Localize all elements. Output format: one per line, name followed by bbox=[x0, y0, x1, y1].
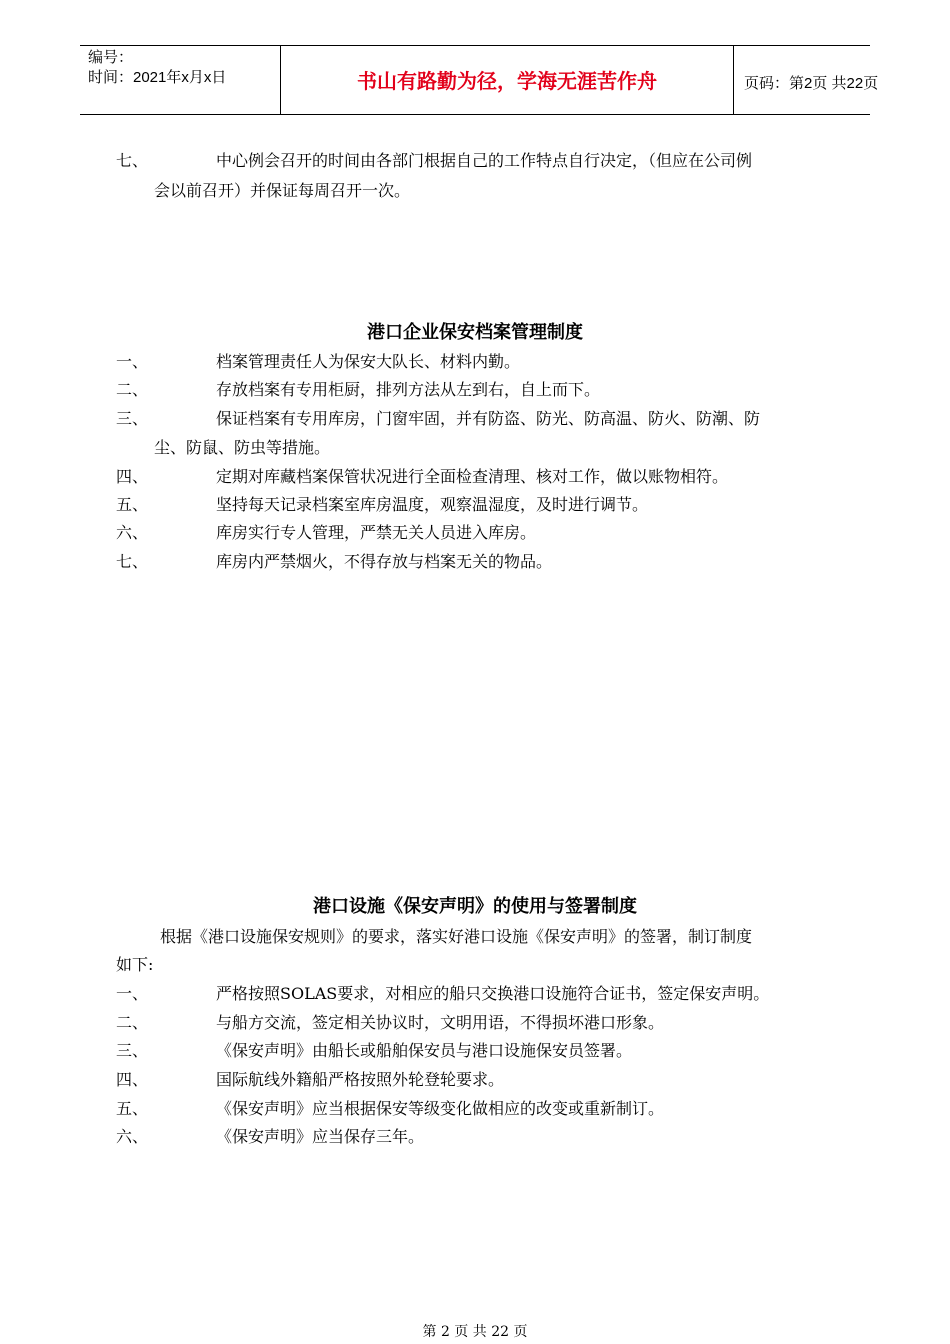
list-item bbox=[116, 521, 536, 545]
section-title: 港口设施《保安声明》的使用与签署制度 bbox=[313, 896, 637, 917]
list-item bbox=[116, 1068, 504, 1092]
serial-number-label: 编号： bbox=[88, 49, 134, 66]
list-item bbox=[116, 982, 769, 1006]
list-item bbox=[116, 350, 520, 374]
time-label: 时间：2021年x月x日 bbox=[88, 69, 227, 86]
section-title: 港口企业保安档案管理制度 bbox=[367, 322, 583, 343]
item-text: 国际航线外籍船严格按照外轮登轮要求。 bbox=[216, 1070, 505, 1089]
item-number: 六、 bbox=[116, 1127, 149, 1146]
list-item bbox=[116, 378, 600, 402]
list-item bbox=[116, 1011, 664, 1035]
header-motto-cell bbox=[280, 46, 734, 114]
page-footer: 第 2 页 共 22 页 bbox=[422, 1324, 528, 1340]
item-text: 与船方交流，签定相关协议时，文明用语，不得损坏港口形象。 bbox=[216, 1013, 665, 1032]
item-number: 二、 bbox=[116, 380, 149, 399]
item-number: 三、 bbox=[116, 409, 149, 428]
item-text: 《保安声明》应当保存三年。 bbox=[216, 1127, 425, 1146]
item-number: 四、 bbox=[116, 467, 149, 486]
list-item bbox=[116, 550, 552, 574]
item-number: 七、 bbox=[116, 151, 149, 170]
item-text: 《保安声明》由船长或船舶保安员与港口设施保安员签署。 bbox=[216, 1041, 633, 1060]
list-item-continuation: 尘、防鼠、防虫等措施。 bbox=[154, 438, 331, 457]
motto-text: 书山有路勤为径，学海无涯苦作舟 bbox=[357, 69, 657, 93]
item-number: 五、 bbox=[116, 1099, 149, 1118]
item-text: 《保安声明》应当根据保安等级变化做相应的改变或重新制订。 bbox=[216, 1099, 665, 1118]
item-number: 四、 bbox=[116, 1070, 149, 1089]
item-text: 定期对库藏档案保管状况进行全面检查清理、核对工作，做以账物相符。 bbox=[216, 467, 729, 486]
page-number-info: 页码：第2页 共22页 bbox=[744, 75, 879, 92]
item-text: 库房内严禁烟火，不得存放与档案无关的物品。 bbox=[216, 552, 553, 571]
list-item bbox=[116, 1097, 664, 1121]
list-item bbox=[116, 1039, 632, 1063]
list-item bbox=[116, 465, 728, 489]
item-text: 库房实行专人管理，严禁无关人员进入库房。 bbox=[216, 523, 537, 542]
intro-item-continuation: 会以前召开）并保证每周召开一次。 bbox=[154, 181, 411, 200]
item-text: 保证档案有专用库房，门窗牢固，并有防盗、防光、防高温、防火、防潮、防 bbox=[216, 409, 761, 428]
item-text: 档案管理责任人为保安大队长、材料内勤。 bbox=[216, 352, 521, 371]
header-meta bbox=[80, 46, 280, 116]
item-number: 七、 bbox=[116, 552, 149, 571]
intro-item bbox=[116, 149, 752, 173]
item-number: 六、 bbox=[116, 523, 149, 542]
list-item bbox=[116, 493, 648, 517]
item-number: 五、 bbox=[116, 495, 149, 514]
header-page-cell bbox=[734, 46, 879, 114]
item-text: 坚持每天记录档案室库房温度，观察温湿度，及时进行调节。 bbox=[216, 495, 649, 514]
item-number: 一、 bbox=[116, 984, 149, 1003]
list-item bbox=[116, 1125, 424, 1149]
item-number: 三、 bbox=[116, 1041, 149, 1060]
page-header bbox=[80, 45, 879, 115]
item-number: 二、 bbox=[116, 1013, 149, 1032]
item-text: 严格按照SOLAS要求，对相应的船只交换港口设施符合证书，签定保安声明。 bbox=[216, 984, 770, 1003]
item-text: 存放档案有专用柜厨，排列方法从左到右，自上而下。 bbox=[216, 380, 601, 399]
list-item bbox=[116, 407, 760, 431]
item-text: 中心例会召开的时间由各部门根据自己的工作特点自行决定，（但应在公司例 bbox=[216, 151, 753, 170]
intro-paragraph: 根据《港口设施保安规则》的要求，落实好港口设施《保安声明》的签署，制订制度 bbox=[160, 927, 753, 946]
intro-paragraph-continuation: 如下: bbox=[116, 955, 154, 974]
item-number: 一、 bbox=[116, 352, 149, 371]
